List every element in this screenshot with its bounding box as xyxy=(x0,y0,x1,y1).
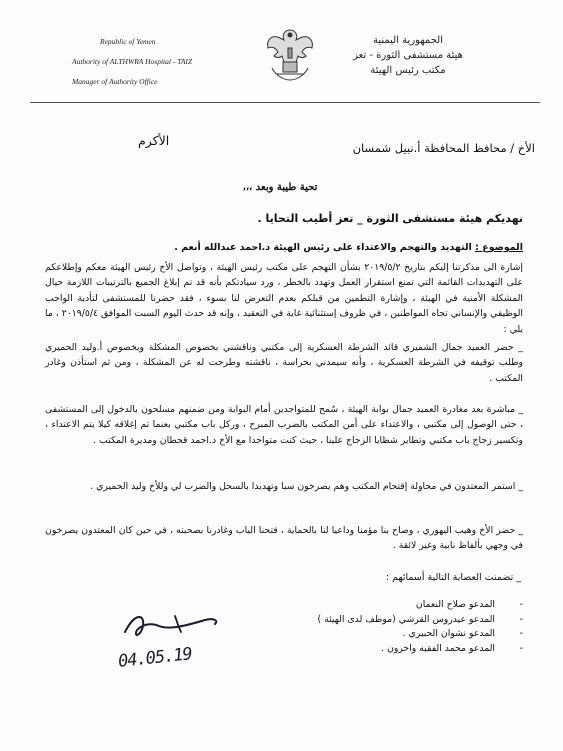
subject-label: الموضوع : xyxy=(475,242,523,253)
header-divider xyxy=(30,102,540,103)
yemen-eagle-emblem-icon xyxy=(262,24,318,86)
paragraph-5: _ حضر الأخ وهيب اليهوري ، وصاح بنا مؤمنا وداعيا لنا بالحماية ، فتحنا الباب وغادرنا بصحبته ، في حين كان المعتدون يصرخون في وجهي بألفاظ نابية وغير لائقة . xyxy=(45,525,523,552)
english-letterhead xyxy=(72,32,252,92)
english-line-country: Republic of Yemen xyxy=(100,37,156,46)
greeting: تحية طيبة وبعد ،،، xyxy=(242,182,318,193)
paragraph-1: إشارة الى مذكرتنا إليكم بتاريخ ٢٠١٩/٥/٢ بشأن التهجم على مكتب رئيس الهيئة ، وتواصل الأخ رئيس الهيئة معكم وإطلاعكم على التهديدات القائمة التي تمنع استقرار العمل وتهدد بالخطر ، ورد سيادتكم بأنه قد تم إبلاغ الجميع بالترتيبات اللازمة حيال المشكلة الأمنية في الهيئة ، وإشارة التطمين من قبلكم بعدم التعرض لنا بسوء ، فقد حضرنا للمستشفى لتأدية الواجب الوظيفي والإنساني تجاه المواطنين ، في ظروف إستثنائية غاية في التعقيد ، وإنه قد حدث اليوم السبت الموافق ٢٠١٩/٥/٤ ، ما يلي : xyxy=(45,262,523,335)
subject-line xyxy=(43,242,523,253)
english-line-office: Manager of Authority Office xyxy=(72,77,158,86)
list-item: -المدعو عيدروس القرشي (موظف لدى الهيئة ) xyxy=(317,613,523,625)
list-item: -المدعو محمد الفقيه واخرون . xyxy=(381,642,523,654)
subheading: نهديكم هيئة مستشفى الثورة _ تعز أطيب التحايا . xyxy=(257,212,523,225)
members-list xyxy=(263,598,523,656)
english-line-authority: Authority of ALTHWRA Hospital - TAIZ xyxy=(72,57,193,66)
list-item: -المدعو نشوان الحبيري . xyxy=(402,628,523,639)
list-intro: _ تضمنت العصابة التالية أسمائهم : xyxy=(385,572,521,583)
honorific: الأكرم xyxy=(138,133,170,148)
paragraph-4: _ استمر المعتدون في محاولة إقتحام المكتب وهم يصرخون سبا وتهديدا بالسحل والضرب لي وللأخ وليد الحميري . xyxy=(90,481,523,492)
arabic-line-authority: هيئة مستشفى الثورة - تعز xyxy=(353,50,463,61)
list-item: -المدعو صلاح النعمان xyxy=(415,599,523,610)
paragraph-2: _ حضر العميد جمال الشميري قائد الشرطة العسكرية إلى مكتبي وناقشني بخصوص المشكلة وبخصوص أ.وليد الحميري وطلب توقيفه في الشرطة العسكرية ، وأنه سيمدني بحراسة ، ناقشته وطرحت له عن المشكلة ، ومن ثم استأذن وغادر المكتب . xyxy=(45,342,523,384)
paragraph-3: _ مباشرة بعد مغادرة العميد جمال بوابة الهيئة ، سُمح للمتواجدين أمام البوابة ومن ضمنهم مسلحون بالدخول إلى المستشفى ، حتى الوصول إلى مكتبي ، والاعتداء على أمن المكتب بالضرب المبرح ، وركل باب مكتبي بعنما تم إغلاقه كيلا يتم الاعتداء ، وتكسير زجاج باب مكتبي وتطاير شظايا الزجاج علينا ، حيث كنت متواجدا مع الأخ د.احمد قحطان ومديرة المكتب . xyxy=(45,404,523,446)
arabic-line-office: مكتب رئيس الهيئة xyxy=(370,65,446,76)
addressee: الأخ / محافظ المحافظة أ.نبيل شمسان xyxy=(352,141,535,155)
arabic-line-country: الجمهورية اليمنية xyxy=(372,35,443,46)
subject-text: التهديد والتهجم والاعتداء على رئيس الهيئة د.احمد عبدالله أنعم . xyxy=(174,242,472,253)
signature-date: 04.05.19 xyxy=(117,644,193,672)
arabic-letterhead xyxy=(323,33,493,78)
